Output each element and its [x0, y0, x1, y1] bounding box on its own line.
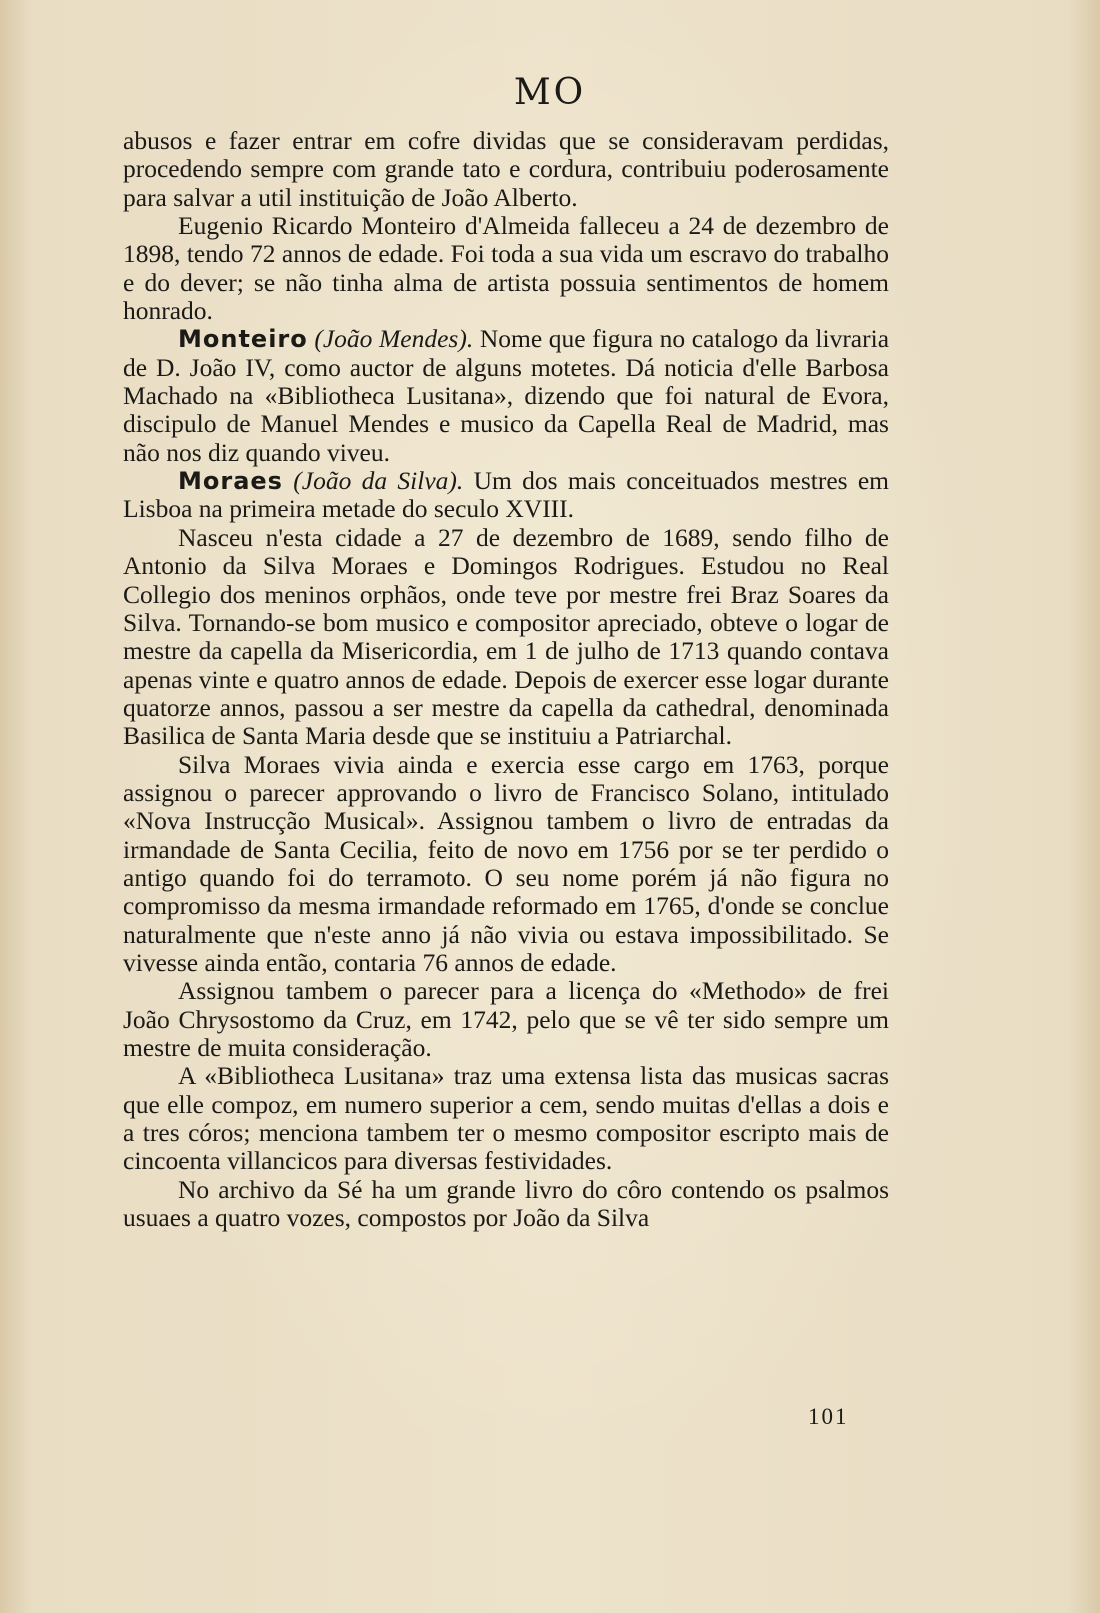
paragraph-methodo: Assignou tambem o parecer para a licença do «Methodo» de frei João Chrysostomo da Cruz, em 1742, pelo que se vê ter sido sempre um mestre de muita consideração.: [123, 976, 889, 1062]
paragraph-works: A «Bibliotheca Lusitana» traz uma extensa lista das musicas sacras que elle compoz, em numero superior a cem, sendo muitas d'ellas a dois e a tres córos; menciona tambem ter o mesmo compositor escripto mais de cincoenta villancicos para diversas festividades.: [123, 1061, 889, 1176]
entry-text: Nome que figura no catalogo da livraria de D. João IV, como auctor de alguns motetes. Dá noticia d'elle Barbosa Machado na «Bibliotheca Lusitana», dizendo que foi natural de Evora, discipulo de Manuel Mendes e musico da Capella Real de Madrid, mas não nos diz quando viveu.: [123, 324, 890, 467]
page-number: 101: [808, 1404, 849, 1429]
paragraph-continuation: abusos e fazer entrar em cofre dividas que se consideravam perdidas, procedendo sempre com grande tato e cordura, contribuiu poderosamente para salvar a util instituição de João Alberto.: [123, 126, 889, 212]
entry-headword: Monteiro: [178, 325, 308, 354]
paragraph-birth: Nasceu n'esta cidade a 27 de dezembro de 1689, sendo filho de Antonio da Silva Moraes e Domingos Rodrigues. Estudou no Real Collegio dos meninos orphãos, onde teve por mestre frei Braz Soares da Silva. Tornando-se bom musico e compositor apreciado, obteve o logar de mestre da capella da Misericordia, em 1 de julho de 1713 quando contava apenas vinte e quatro annos de edade. Depois de exercer esse logar durante quatorze annos, passou a ser mestre da capella da cathedral, denominada Basilica de Santa Maria desde que se instituiu a Patriarchal.: [123, 522, 889, 751]
entry-subtitle: (João da Silva).: [293, 466, 464, 496]
entry-text: Um dos mais conceituados mestres em Lisboa na primeira metade do seculo XVIII.: [123, 466, 890, 524]
running-head: MO: [513, 72, 587, 113]
paragraph-career: Silva Moraes vivia ainda e exercia esse cargo em 1763, porque assignou o parecer approvando o livro de Francisco Solano, intitulado «Nova Instrucção Musical». Assignou tambem o livro de entradas da irmandade de Santa Cecilia, feito de novo em 1756 por se ter perdido o antigo quando foi do terramoto. O seu nome porém já não figura no compromisso da mesma irmandade reformado em 1765, d'onde se conclue naturalmente que n'este anno já não vivia ou estava impossibilitado. Se vivesse ainda então, contaria 76 annos de edade.: [123, 749, 889, 977]
paragraph-archive: No archivo da Sé ha um grande livro do côro contendo os psalmos usuaes a quatro vozes, compostos por João da Silva: [123, 1174, 889, 1233]
text-block: [123, 127, 889, 1232]
entry-subtitle: (João Mendes).: [314, 324, 474, 354]
entry-headword: Moraes: [178, 467, 283, 496]
entry-moraes: [123, 467, 889, 524]
paragraph-almeida-death: Eugenio Ricardo Monteiro d'Almeida falleceu a 24 de dezembro de 1898, tendo 72 annos de edade. Foi toda a sua vida um escravo do trabalho e do dever; se não tinha alma de artista possuia sentimentos de homem honrado.: [123, 211, 889, 326]
entry-monteiro: [123, 325, 889, 467]
